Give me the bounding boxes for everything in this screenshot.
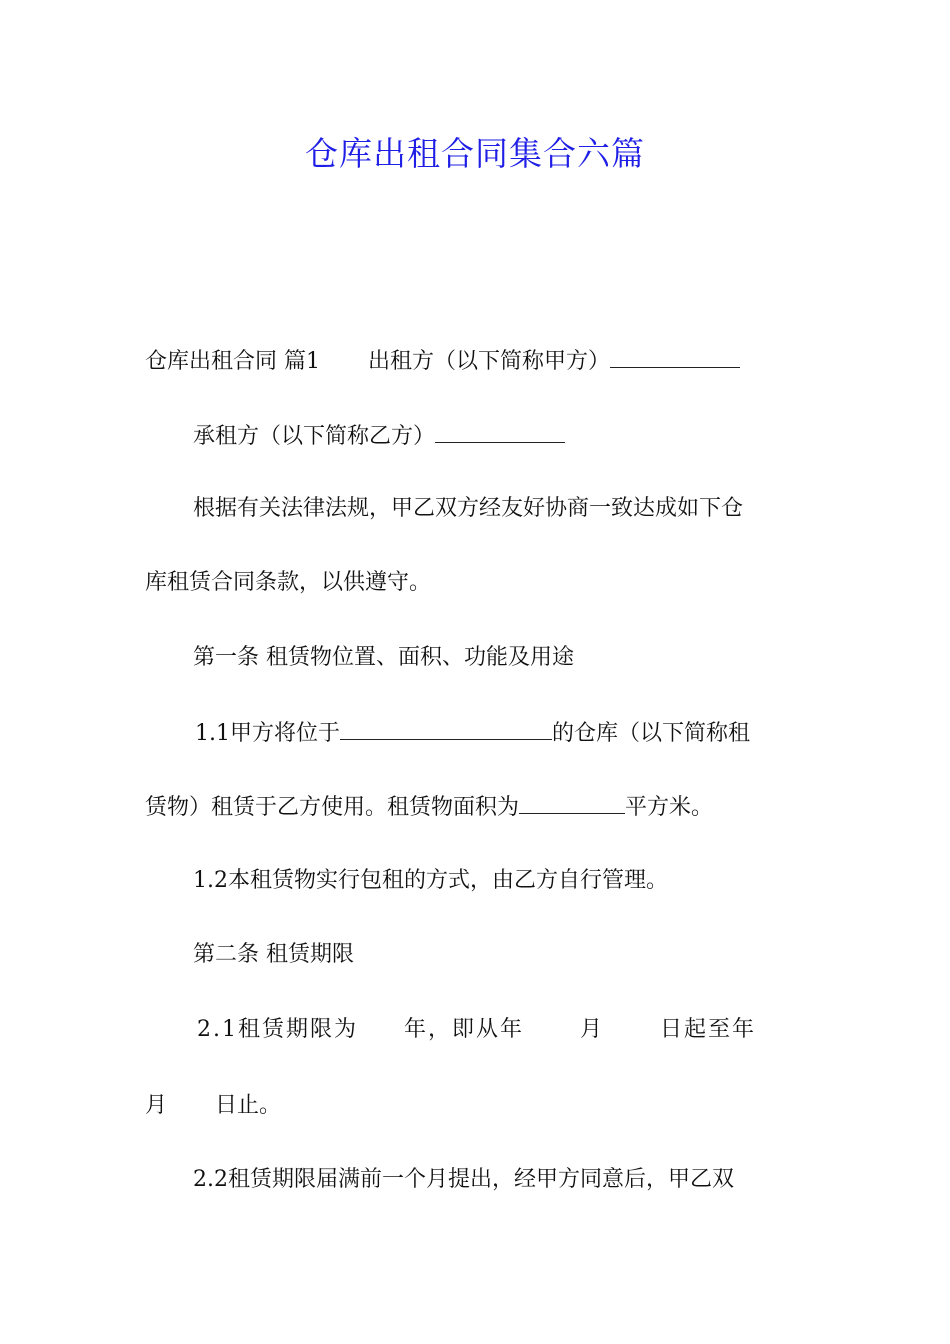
clause-1-2: 1.2本租赁物实行包租的方式，由乙方自行管理。 [193, 868, 668, 893]
article-one-heading: 第一条 租赁物位置、面积、功能及用途 [193, 645, 574, 670]
clause-1-1-line1 [195, 717, 750, 749]
clause-1-1-text-d: 平方米。 [625, 795, 714, 820]
location-blank [340, 717, 552, 740]
paragraph-intro-line2: 库租赁合同条款，以供遵守。 [145, 570, 432, 595]
clause-2-1-text-c: 月 [580, 1017, 605, 1042]
clause-1-1-text-b: 的仓库（以下简称租 [552, 721, 751, 746]
lessor-label: 出租方（以下简称甲方） [368, 349, 611, 374]
clause-1-1-text-a: 1.1甲方将位于 [195, 721, 340, 746]
clause-2-1-line2 [145, 1091, 281, 1121]
clause-2-1-text-a: 2.1租赁期限为 [197, 1017, 358, 1042]
clause-2-2: 2.2租赁期限届满前一个月提出，经甲方同意后，甲乙双 [193, 1167, 734, 1192]
lessee-label: 承租方（以下简称乙方） [193, 424, 436, 449]
paragraph-lessor [145, 345, 740, 377]
clause-2-1-text-f: 日止。 [215, 1093, 282, 1118]
paragraph-lessee [193, 420, 565, 452]
paragraph-intro-line1: 根据有关法律法规，甲乙双方经友好协商一致达成如下仓 [193, 496, 744, 521]
clause-2-1-text-e: 月 [145, 1093, 168, 1118]
clause-1-1-text-c: 赁物）租赁于乙方使用。租赁物面积为 [145, 795, 520, 820]
clause-2-1-text-b: 年，即从年 [404, 1017, 525, 1042]
contract-heading: 仓库出租合同 篇1 [145, 349, 320, 374]
clause-2-1-line1 [197, 1015, 756, 1045]
document-title: 仓库出租合同集合六篇 [305, 134, 645, 173]
article-two-heading: 第二条 租赁期限 [193, 942, 354, 967]
area-blank [519, 791, 625, 814]
lessor-blank [610, 345, 740, 368]
clause-2-1-text-d: 日起至年 [660, 1017, 757, 1042]
lessee-blank [435, 420, 565, 443]
clause-1-1-line2 [145, 791, 713, 823]
